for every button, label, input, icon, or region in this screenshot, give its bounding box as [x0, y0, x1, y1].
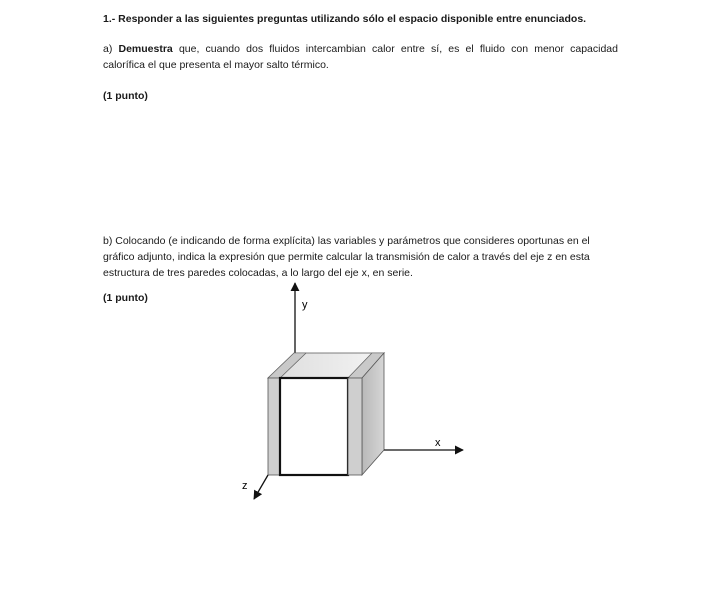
question-a-line1-text: que, cuando dos fluidos intercambian calor entre sí, es el fluido con menor capacidad	[172, 43, 618, 55]
question-a-prefix: a)	[103, 43, 119, 55]
exercise-heading: 1.- Responder a las siguientes preguntas utilizando sólo el espacio disponible entre enunciados.	[103, 13, 587, 25]
z-axis-label: z	[242, 480, 248, 492]
question-b-points: (1 punto)	[103, 292, 148, 304]
front-left-wall	[268, 378, 280, 475]
question-a-points: (1 punto)	[103, 90, 148, 102]
question-b-line2: gráfico adjunto, indica la expresión que permite calcular la transmisión de calor a través del eje z en esta	[103, 251, 590, 263]
question-a-bold-verb: Demuestra	[118, 43, 173, 55]
y-axis-label: y	[302, 299, 308, 311]
x-axis-label: x	[435, 437, 441, 449]
question-a-line2: calorífica el que presenta el mayor salto térmico.	[103, 59, 329, 71]
front-right-wall	[348, 378, 362, 475]
z-axis	[254, 475, 268, 499]
question-b-line3: estructura de tres paredes colocadas, a lo largo del eje x, en serie.	[103, 267, 413, 279]
front-middle-wall	[280, 378, 348, 475]
question-b-line1: b) Colocando (e indicando de forma explícita) las variables y parámetros que consideres oportunas en el	[103, 235, 590, 247]
